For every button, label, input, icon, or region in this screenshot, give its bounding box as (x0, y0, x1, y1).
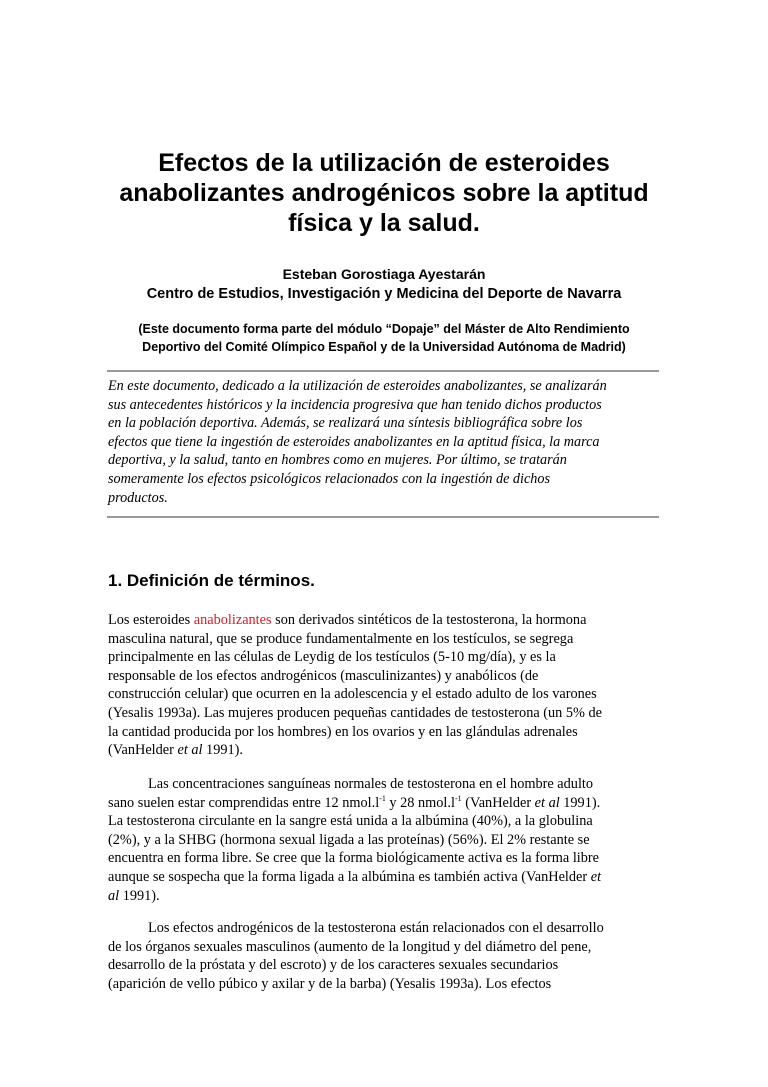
paragraph-line (108, 741, 668, 760)
paragraph-line: masculina natural, que se produce fundamentalmente en los testículos, se segrega (108, 630, 574, 647)
abstract-line: deportiva, y la salud, tanto en hombres como en mujeres. Por último, se tratarán (108, 452, 567, 469)
author-name: Esteban Gorostiaga Ayestarán (282, 266, 486, 282)
paragraph-line: principalmente en las células de Leydig de los testículos (5-10 mg/día), y es la (108, 649, 556, 666)
title-line: física y la salud. (288, 209, 480, 237)
paragraph-line: desarrollo de la próstata y del escroto) y de los caracteres sexuales secundarios (108, 957, 559, 974)
title-line: anabolizantes androgénicos sobre la aptitud (119, 179, 649, 207)
paragraph-line: (2%), y a la SHBG (hormona sexual ligada a las proteínas) (56%). El 2% restante se (108, 831, 590, 848)
paragraph-line (108, 794, 668, 813)
paragraph-line (108, 611, 668, 630)
paragraph-line: La testosterona circulante en la sangre está unida a la albúmina (40%), a la globulina (108, 813, 593, 830)
text-run: son derivados sintéticos de la testosterona, la hormona (271, 612, 587, 628)
paragraph-line: (Yesalis 1993a). Las mujeres producen pequeñas cantidades de testosterona (un 5% de (108, 704, 603, 721)
abstract-bottom-divider (107, 516, 659, 518)
superscript: -1 (454, 793, 462, 803)
abstract-top-divider (107, 370, 659, 372)
paragraph-line: construcción celular) que ocurren en la adolescencia y el estado adulto de los varones (108, 686, 597, 703)
abstract-line: efectos que tiene la ingestión de esteroides anabolizantes en la aptitud física, la marca (108, 433, 600, 450)
abstract-line: productos. (108, 489, 168, 506)
paragraph-2 (108, 775, 668, 905)
section-heading: 1. Definición de términos. (108, 571, 315, 590)
citation-italic: et (590, 868, 602, 885)
text-run: sano suelen estar comprendidas entre 12 nmol.l (108, 794, 380, 811)
text-run: (VanHelder (108, 742, 178, 759)
paragraph-1 (108, 611, 668, 760)
paragraph-line (108, 887, 668, 906)
text-run: 1991). (559, 794, 601, 811)
abstract-line: En este documento, dedicado a la utilización de esteroides anabolizantes, se analizarán (108, 378, 607, 394)
text-run: y 28 nmol.l (385, 794, 455, 811)
text-run: Los esteroides (108, 612, 194, 628)
anabolizantes-link[interactable]: anabolizantes (193, 612, 272, 628)
paragraph-line: responsable de los efectos androgénicos (masculinizantes) y anabólicos (de (108, 667, 539, 684)
abstract-line: en la población deportiva. Además, se realizará una síntesis bibliográfica sobre los (108, 415, 583, 432)
note-line: Deportivo del Comité Olímpico Español y de la Universidad Autónoma de Madrid) (142, 340, 626, 354)
abstract (108, 377, 668, 507)
paragraph-line: Las concentraciones sanguíneas normales de testosterona en el hombre adulto (148, 776, 594, 792)
paragraph-line: encuentra en forma libre. Se cree que la forma biológicamente activa es la forma libre (108, 850, 600, 867)
paragraph-line: la cantidad producida por los hombres) en los ovarios y en las glándulas adrenales (108, 723, 578, 740)
module-note (100, 320, 668, 356)
text-run: 1991). (119, 887, 160, 904)
paragraph-line: (aparición de vello púbico y axilar y de la barba) (Yesalis 1993a). Los efectos (108, 975, 552, 992)
paragraph-line (108, 868, 668, 887)
citation-italic: al (108, 887, 120, 904)
text-run: 1991). (202, 742, 243, 759)
institution-name: Centro de Estudios, Investigación y Medicina del Deporte de Navarra (146, 286, 622, 302)
title-line: Efectos de la utilización de esteroides (158, 149, 610, 177)
text-run: (VanHelder (461, 794, 535, 811)
superscript: -1 (379, 793, 386, 803)
citation-italic: et al (177, 742, 203, 759)
text-run: aunque se sospecha que la forma ligada a la albúmina es también activa (VanHelder (108, 868, 591, 885)
document-title (100, 148, 668, 238)
paragraph-3 (108, 919, 668, 993)
abstract-line: someramente los efectos psicológicos relacionados con la ingestión de dichos (108, 470, 550, 487)
note-line: (Este documento forma parte del módulo “Dopaje” del Máster de Alto Rendimiento (138, 322, 630, 336)
abstract-line: sus antecedentes históricos y la incidencia progresiva que han tenido dichos productos (108, 396, 602, 413)
paragraph-line: de los órganos sexuales masculinos (aumento de la longitud y del diámetro del pene, (108, 938, 592, 955)
citation-italic: et al (534, 794, 560, 811)
paragraph-line: Los efectos androgénicos de la testosterona están relacionados con el desarrollo (148, 920, 604, 936)
